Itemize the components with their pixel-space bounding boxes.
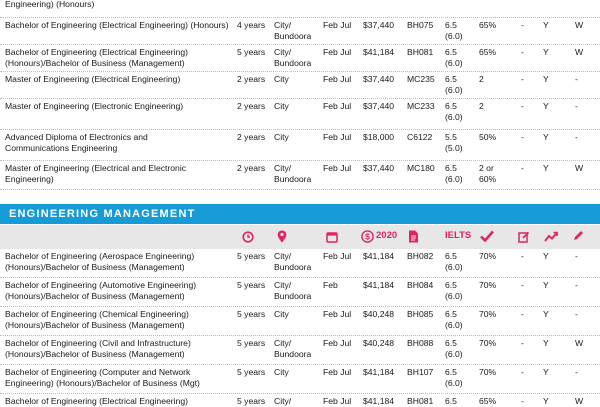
fee: $40,248 — [363, 309, 395, 319]
table-row — [0, 336, 600, 365]
intake: Feb Jul — [323, 74, 352, 84]
intake: Feb Jul — [323, 367, 352, 377]
fee: $18,000 — [363, 132, 395, 142]
program-name: Bachelor of Engineering (Aerospace Engineering) (Honours)/Bachelor of Business (Management) — [5, 251, 195, 272]
duration: 5 years — [237, 309, 266, 319]
program-name: Master of Engineering (Electronic Engineering) — [5, 101, 184, 111]
course-code: BH081 — [407, 47, 434, 57]
program-name: Master of Engineering (Electrical and Electronic Engineering) — [5, 163, 187, 184]
location: City/ Bundoora — [274, 251, 312, 272]
col-c: W — [575, 396, 584, 406]
ielts: 6.5 (6.0) — [445, 74, 463, 95]
ielts: 6.5 (6.0) — [445, 47, 463, 68]
program-name: Advanced Diploma of Electronics and Communications Engineering — [5, 132, 148, 153]
location-pin-icon — [277, 230, 287, 243]
location: City/ — [274, 396, 292, 406]
percentage: 65% — [479, 20, 497, 30]
table-row — [0, 72, 600, 99]
duration: 5 years — [237, 396, 266, 406]
table-row — [0, 249, 600, 278]
svg-text:$: $ — [365, 231, 370, 242]
intake: Feb Jul — [323, 309, 352, 319]
ielts: 6.5 (6.0) — [445, 367, 463, 388]
program-name: Engineering) (Honours) — [5, 0, 95, 9]
location: City/ Bundoora — [274, 338, 312, 359]
program-name: Bachelor of Engineering (Computer and Network Engineering) (Honours)/Bachelor of Business (Mgt) — [5, 367, 200, 388]
section-header-bar — [0, 204, 600, 224]
location: City — [274, 132, 289, 142]
percentage: 70% — [479, 309, 497, 319]
col-c: - — [575, 251, 578, 261]
intake: Feb Jul — [323, 101, 352, 111]
percentage: 70% — [479, 251, 497, 261]
course-code: BH084 — [407, 280, 434, 290]
fee: $41,184 — [363, 251, 395, 261]
fee: $41,184 — [363, 47, 395, 57]
col-a: - — [521, 74, 524, 84]
intake: Feb Jul — [323, 47, 352, 57]
fee: $41,184 — [363, 280, 395, 290]
location: City — [274, 309, 289, 319]
percentage: 2 or 60% — [479, 163, 497, 184]
duration: 2 years — [237, 74, 266, 84]
duration: 4 years — [237, 20, 266, 30]
course-code: BH081 — [407, 396, 434, 406]
ielts: 6.5 (6.0) — [445, 309, 463, 330]
course-code: BH075 — [407, 20, 434, 30]
duration: 5 years — [237, 47, 266, 57]
intake: Feb Jul — [323, 132, 352, 142]
table-row — [0, 130, 600, 161]
col-a: - — [521, 367, 524, 377]
ielts: 6.5 (6.0) — [445, 163, 463, 184]
col-a: - — [521, 251, 524, 261]
location: City/ Bundoora — [274, 20, 312, 41]
col-b: Y — [543, 280, 549, 290]
course-code: MC180 — [407, 163, 435, 173]
document-icon — [408, 230, 419, 243]
course-code: MC233 — [407, 101, 435, 111]
col-c: - — [575, 367, 578, 377]
col-c: W — [575, 47, 584, 57]
fee: $37,440 — [363, 74, 395, 84]
program-name: Bachelor of Engineering (Electrical Engineering) (Honours) — [5, 20, 229, 30]
clock-icon — [242, 231, 254, 243]
fee: $37,440 — [363, 163, 395, 173]
col-b: Y — [543, 47, 549, 57]
percentage: 70% — [479, 280, 497, 290]
intake: Feb Jul — [323, 251, 352, 261]
column-header-row — [0, 225, 600, 249]
location: City — [274, 101, 289, 111]
program-name: Bachelor of Engineering (Chemical Engineering) (Honours)/Bachelor of Business (Management) — [5, 309, 189, 330]
table-row — [0, 307, 600, 336]
ielts: 5.5 (5.0) — [445, 132, 463, 153]
ielts: 6.5 (6.0) — [445, 338, 463, 359]
col-a: - — [521, 132, 524, 142]
percentage: 65% — [479, 396, 497, 406]
edit-icon — [518, 231, 530, 243]
ielts: 6.5 (6.0) — [445, 251, 463, 272]
col-b: Y — [543, 101, 549, 111]
col-b: Y — [543, 163, 549, 173]
col-b: Y — [543, 309, 549, 319]
col-c: - — [575, 132, 578, 142]
program-name: Bachelor of Engineering (Civil and Infrastructure) (Honours)/Bachelor of Business (Management) — [5, 338, 191, 359]
fee: $37,440 — [363, 101, 395, 111]
percentage: 2 — [479, 101, 484, 111]
trend-up-icon — [544, 231, 558, 242]
dollar-circle-icon — [361, 230, 374, 243]
percentage: 65% — [479, 47, 497, 57]
ielts: 6.5 (6.0) — [445, 20, 463, 41]
col-b: Y — [543, 367, 549, 377]
ielts-label: IELTS — [445, 230, 472, 241]
intake: Feb Jul — [323, 163, 352, 173]
ielts: 6.5 (6.0) — [445, 280, 463, 301]
col-c: - — [575, 101, 578, 111]
percentage: 70% — [479, 367, 497, 377]
duration: 5 years — [237, 251, 266, 261]
col-c: - — [575, 74, 578, 84]
program-name: Bachelor of Engineering (Automotive Engineering) (Honours)/Bachelor of Business (Management) — [5, 280, 197, 301]
course-code: BH085 — [407, 309, 434, 319]
table-row — [0, 99, 600, 130]
fee: $37,440 — [363, 20, 395, 30]
col-a: - — [521, 309, 524, 319]
intake: Feb Jul — [323, 338, 352, 348]
checkmark-icon — [480, 230, 494, 242]
section-title: ENGINEERING MANAGEMENT — [9, 208, 196, 220]
program-name: Master of Engineering (Electrical Engineering) — [5, 74, 181, 84]
location: City — [274, 367, 289, 377]
col-c: - — [575, 309, 578, 319]
table-row — [0, 394, 600, 406]
table-row — [0, 365, 600, 394]
col-a: - — [521, 47, 524, 57]
col-a: - — [521, 20, 524, 30]
duration: 5 years — [237, 280, 266, 290]
course-code: BH107 — [407, 367, 434, 377]
intake: Feb Jul — [323, 20, 352, 30]
course-code: BH082 — [407, 251, 434, 261]
col-a: - — [521, 338, 524, 348]
col-a: - — [521, 396, 524, 406]
course-code: MC235 — [407, 74, 435, 84]
percentage: 2 — [479, 74, 484, 84]
col-c: - — [575, 280, 578, 290]
col-b: Y — [543, 338, 549, 348]
duration: 2 years — [237, 101, 266, 111]
col-b: Y — [543, 396, 549, 406]
duration: 5 years — [237, 367, 266, 377]
col-b: Y — [543, 74, 549, 84]
course-code: BH088 — [407, 338, 434, 348]
percentage: 70% — [479, 338, 497, 348]
duration: 2 years — [237, 163, 266, 173]
duration: 5 years — [237, 338, 266, 348]
program-name: Bachelor of Engineering (Electrical Engineering) — [5, 396, 188, 406]
fee: $41,184 — [363, 367, 395, 377]
col-c: W — [575, 20, 584, 30]
fee-year-label: 2020 — [376, 230, 398, 241]
col-b: Y — [543, 20, 549, 30]
fee: $41,184 — [363, 396, 395, 406]
location: City — [274, 74, 289, 84]
location: City/ Bundoora — [274, 163, 312, 184]
table-row — [0, 45, 600, 72]
col-a: - — [521, 101, 524, 111]
table-row — [0, 0, 600, 18]
col-b: Y — [543, 251, 549, 261]
col-b: Y — [543, 132, 549, 142]
table-row — [0, 18, 600, 45]
col-a: - — [521, 163, 524, 173]
location: City/ Bundoora — [274, 47, 312, 68]
course-code: C6122 — [407, 132, 433, 142]
col-c: W — [575, 338, 584, 348]
table-row — [0, 278, 600, 307]
duration: 2 years — [237, 132, 266, 142]
pencil-icon — [572, 230, 584, 242]
table-row — [0, 161, 600, 190]
col-c: W — [575, 163, 584, 173]
fee: $40,248 — [363, 338, 395, 348]
col-a: - — [521, 280, 524, 290]
ielts: 6.5 (6.0) — [445, 101, 463, 122]
program-name: Bachelor of Engineering (Electrical Engineering) (Honours)/Bachelor of Business (Management) — [5, 47, 188, 68]
intake: Feb Jul — [323, 396, 352, 406]
percentage: 50% — [479, 132, 497, 142]
ielts: 6.5 — [445, 396, 457, 406]
calendar-icon — [326, 231, 338, 243]
intake: Feb — [323, 280, 338, 290]
location: City/ Bundoora — [274, 280, 312, 301]
